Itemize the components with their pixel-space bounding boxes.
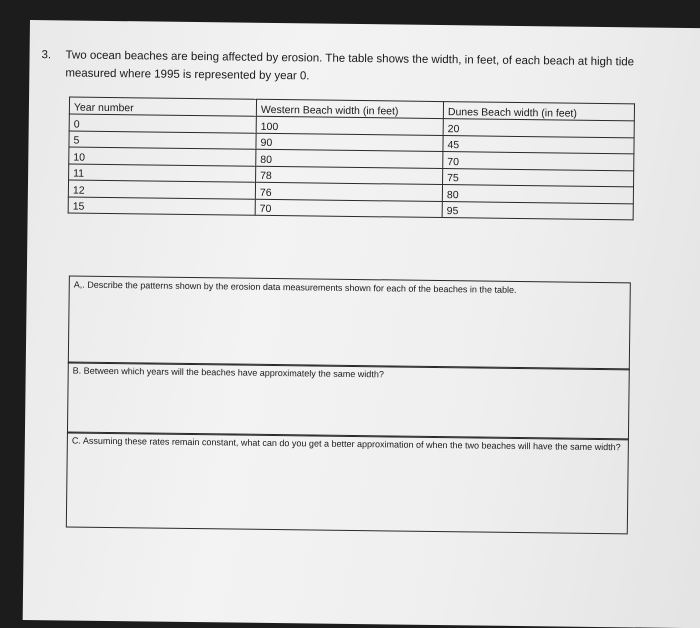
- cell-western: 80: [256, 149, 443, 168]
- worksheet-page: [23, 20, 700, 628]
- cell-dunes: 70: [443, 152, 634, 171]
- cell-western: 70: [255, 199, 442, 218]
- cell-year: 0: [69, 114, 256, 133]
- question-text: Two ocean beaches are being affected by erosion. The table shows the width, in feet, of each beach at high tide measured where 1995 is represented by year 0.: [65, 49, 635, 83]
- part-a-prompt: A,. Describe the patterns shown by the erosion data measurements shown for each of the beaches in the table.: [73, 279, 517, 295]
- answer-box-b[interactable]: [67, 361, 630, 440]
- part-b-prompt: B. Between which years will the beaches have approximately the same width?: [72, 365, 384, 380]
- cell-dunes: 20: [443, 119, 634, 138]
- header-dunes-beach: Dunes Beach width (in feet): [443, 102, 634, 121]
- answer-box-a[interactable]: [68, 275, 631, 370]
- question-3: [41, 46, 655, 89]
- cell-year: 5: [69, 130, 256, 149]
- cell-year: 12: [68, 180, 255, 199]
- question-number: 3.: [41, 49, 52, 62]
- cell-western: 76: [255, 182, 442, 201]
- cell-dunes: 75: [443, 168, 634, 187]
- header-year-number: Year number: [69, 97, 256, 116]
- answer-box-c[interactable]: [66, 431, 629, 534]
- cell-year: 11: [69, 163, 256, 182]
- cell-dunes: 45: [443, 135, 634, 154]
- cell-dunes: 80: [442, 185, 633, 204]
- beach-width-table: [68, 96, 635, 220]
- header-western-beach: Western Beach width (in feet): [256, 99, 443, 118]
- cell-western: 100: [256, 116, 443, 135]
- cell-dunes: 95: [442, 201, 633, 220]
- cell-year: 10: [69, 147, 256, 166]
- cell-western: 90: [256, 133, 443, 152]
- part-c-prompt: C. Assuming these rates remain constant, what can do you get a better approximation of when the two beaches will have the same width?: [71, 435, 621, 453]
- cell-year: 15: [68, 196, 255, 215]
- cell-western: 78: [256, 166, 443, 185]
